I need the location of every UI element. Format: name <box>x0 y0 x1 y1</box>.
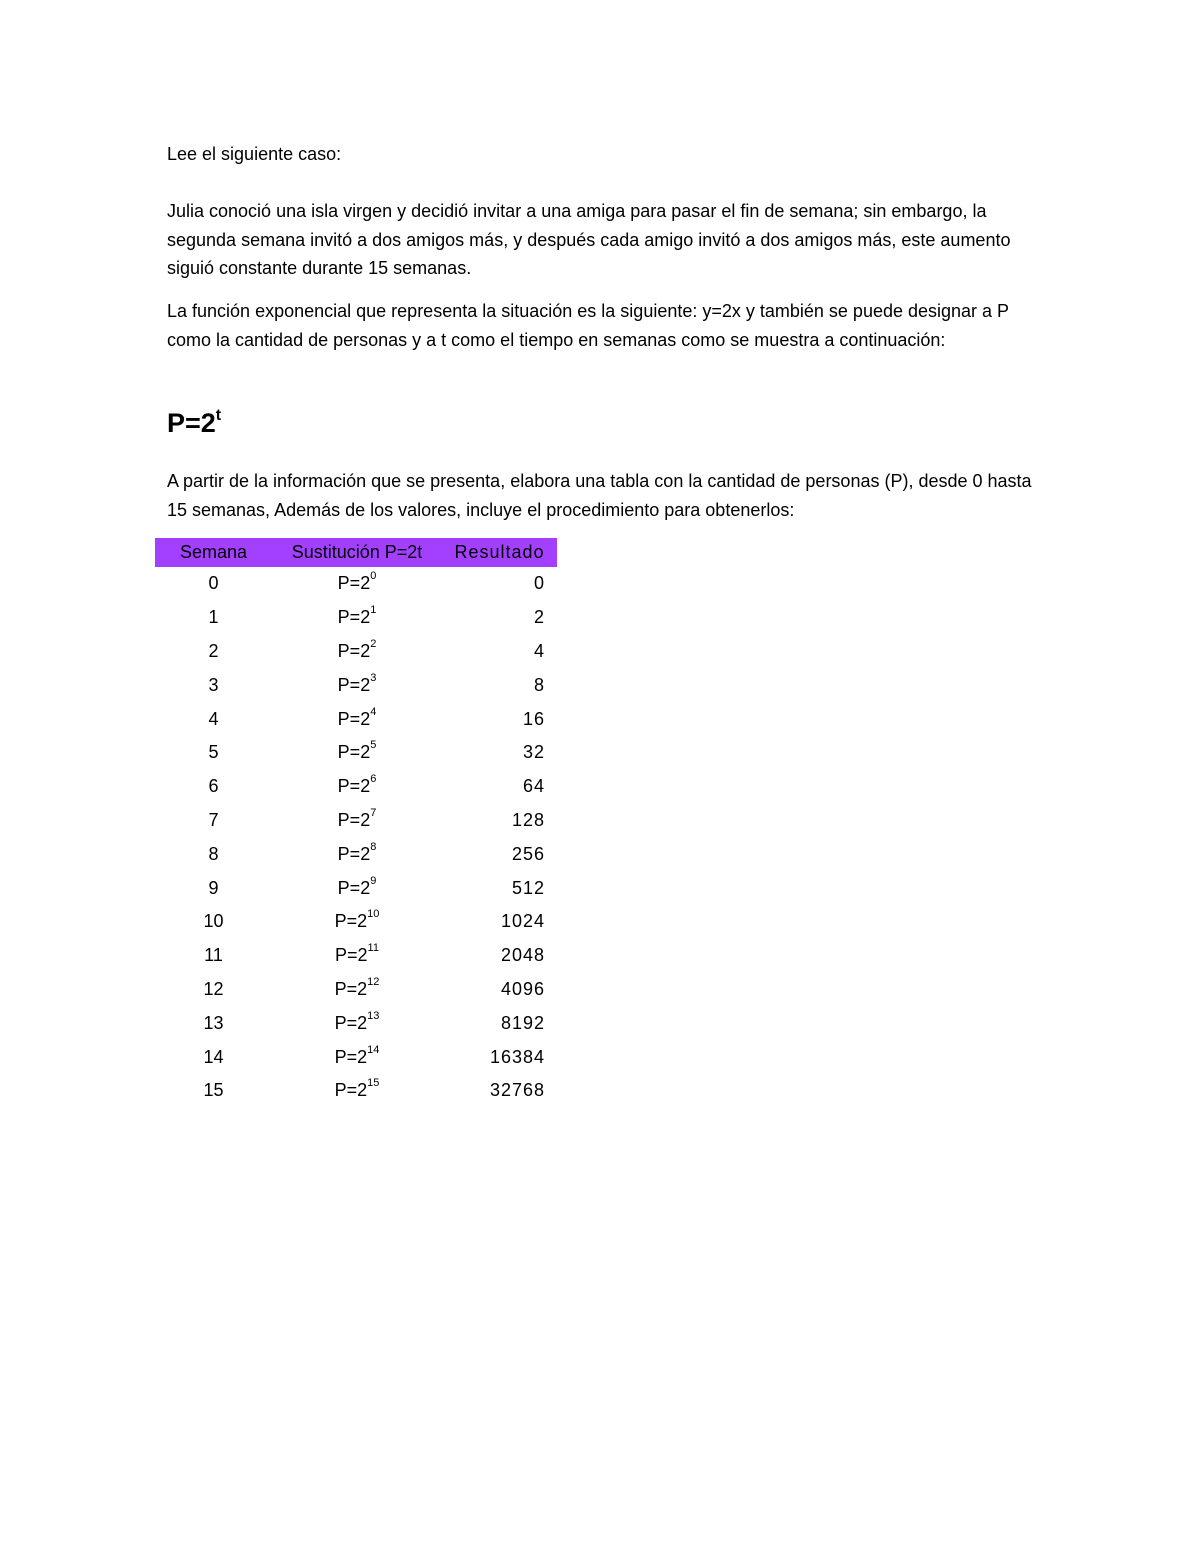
sustitucion-exponent: 0 <box>370 570 377 583</box>
sustitucion-base: P=2 <box>337 708 371 729</box>
sustitucion-exponent: 15 <box>367 1077 380 1090</box>
cell-resultado: 32768 <box>489 1080 545 1101</box>
cell-resultado: 32 <box>522 742 545 763</box>
cell-semana: 1 <box>208 607 219 628</box>
cell-resultado: 64 <box>522 776 545 797</box>
cell-semana: 3 <box>208 674 219 695</box>
sustitucion-base: P=2 <box>337 843 371 864</box>
cell-semana: 11 <box>204 945 223 966</box>
table-row <box>155 601 557 635</box>
table-row <box>155 567 557 601</box>
cell-resultado: 256 <box>511 843 545 864</box>
cell-sustitucion <box>272 1074 442 1108</box>
cell-resultado: 16 <box>522 708 545 729</box>
table-row <box>155 905 557 939</box>
cell-sustitucion <box>272 837 442 871</box>
table-row <box>155 871 557 905</box>
table-row <box>155 973 557 1007</box>
cell-semana: 7 <box>208 809 219 830</box>
sustitucion-exponent: 3 <box>370 671 377 684</box>
cell-sustitucion <box>272 804 442 838</box>
header-semana: Semana <box>155 538 272 567</box>
cell-sustitucion <box>272 668 442 702</box>
sustitucion-base: P=2 <box>337 573 371 594</box>
sustitucion-exponent: 2 <box>370 637 377 650</box>
results-table <box>155 538 557 1108</box>
cell-resultado: 2048 <box>500 945 545 966</box>
cell-sustitucion <box>272 1040 442 1074</box>
cell-resultado: 8192 <box>500 1012 545 1033</box>
cell-semana: 10 <box>203 911 224 932</box>
sustitucion-exponent: 12 <box>367 975 380 988</box>
table-row <box>155 668 557 702</box>
cell-semana: 13 <box>203 1012 224 1033</box>
cell-semana: 5 <box>208 742 219 763</box>
sustitucion-base: P=2 <box>334 1080 368 1101</box>
sustitucion-base: P=2 <box>334 978 368 999</box>
table-row <box>155 635 557 669</box>
cell-semana: 6 <box>208 776 219 797</box>
cell-sustitucion <box>272 939 442 973</box>
cell-sustitucion <box>272 702 442 736</box>
header-resultado: Resultado <box>442 538 557 567</box>
sustitucion-exponent: 10 <box>367 908 380 921</box>
sustitucion-exponent: 11 <box>367 942 379 955</box>
table-row <box>155 1074 557 1108</box>
cell-semana: 4 <box>208 708 219 729</box>
cell-sustitucion <box>272 635 442 669</box>
sustitucion-base: P=2 <box>337 776 371 797</box>
table-row <box>155 939 557 973</box>
header-sustitucion: Sustitución P=2t <box>272 538 442 567</box>
cell-resultado: 8 <box>533 674 545 695</box>
cell-resultado: 2 <box>533 607 545 628</box>
sustitucion-exponent: 6 <box>370 773 377 786</box>
intro-text: Lee el siguiente caso: <box>167 144 342 164</box>
case-paragraph: Julia conoció una isla virgen y decidió invitar a una amiga para pasar el fin de semana; sin embargo, la segunda semana invitó a dos amigos más, y después cada amigo invitó a dos amigos más, este aumento siguió constante durante 15 semanas. <box>167 201 1011 278</box>
cell-resultado: 0 <box>533 573 545 594</box>
sustitucion-exponent: 13 <box>367 1009 380 1022</box>
cell-resultado: 4096 <box>500 978 545 999</box>
function-paragraph: La función exponencial que representa la situación es la siguiente: y=2x y también se puede designar a P como la cantidad de personas y a t como el tiempo en semanas como se muestra a continuación: <box>167 301 1009 350</box>
sustitucion-base: P=2 <box>337 809 371 830</box>
table-body <box>155 567 557 1108</box>
formula-base: P=2 <box>167 408 216 438</box>
table-row <box>155 736 557 770</box>
cell-semana: 12 <box>203 978 224 999</box>
table-header-row <box>155 538 557 567</box>
table-row <box>155 1006 557 1040</box>
sustitucion-exponent: 7 <box>370 806 377 819</box>
table-row <box>155 1040 557 1074</box>
table-row <box>155 702 557 736</box>
sustitucion-base: P=2 <box>337 674 371 695</box>
table-row <box>155 837 557 871</box>
cell-semana: 8 <box>208 843 219 864</box>
sustitucion-base: P=2 <box>337 877 371 898</box>
sustitucion-base: P=2 <box>337 640 371 661</box>
cell-sustitucion <box>272 905 442 939</box>
formula <box>167 398 1047 443</box>
table-row <box>155 804 557 838</box>
cell-sustitucion <box>272 736 442 770</box>
cell-semana: 2 <box>208 640 219 661</box>
cell-resultado: 512 <box>511 877 545 898</box>
sustitucion-base: P=2 <box>337 607 371 628</box>
sustitucion-base: P=2 <box>337 742 371 763</box>
cell-sustitucion <box>272 973 442 1007</box>
cell-resultado: 128 <box>511 809 545 830</box>
cell-sustitucion <box>272 770 442 804</box>
sustitucion-exponent: 1 <box>370 604 377 617</box>
cell-sustitucion <box>272 601 442 635</box>
cell-resultado: 16384 <box>489 1046 545 1067</box>
cell-semana: 15 <box>203 1080 224 1101</box>
sustitucion-exponent: 9 <box>370 874 377 887</box>
sustitucion-base: P=2 <box>334 911 368 932</box>
cell-semana: 0 <box>208 573 219 594</box>
sustitucion-exponent: 14 <box>367 1043 380 1056</box>
sustitucion-base: P=2 <box>334 1012 368 1033</box>
cell-resultado: 4 <box>533 640 545 661</box>
cell-resultado: 1024 <box>500 911 545 932</box>
cell-semana: 9 <box>208 877 219 898</box>
sustitucion-exponent: 5 <box>370 739 377 752</box>
sustitucion-exponent: 4 <box>370 705 377 718</box>
table-row <box>155 770 557 804</box>
cell-sustitucion <box>272 567 442 601</box>
cell-sustitucion <box>272 1006 442 1040</box>
sustitucion-exponent: 8 <box>370 840 377 853</box>
sustitucion-base: P=2 <box>334 1046 368 1067</box>
sustitucion-base: P=2 <box>335 945 368 966</box>
task-paragraph: A partir de la información que se presenta, elabora una tabla con la cantidad de personas (P), desde 0 hasta 15 semanas, Además de los valores, incluye el procedimiento para obtenerlos: <box>167 471 1032 520</box>
cell-sustitucion <box>272 871 442 905</box>
formula-exponent: t <box>215 407 222 424</box>
cell-semana: 14 <box>203 1046 224 1067</box>
